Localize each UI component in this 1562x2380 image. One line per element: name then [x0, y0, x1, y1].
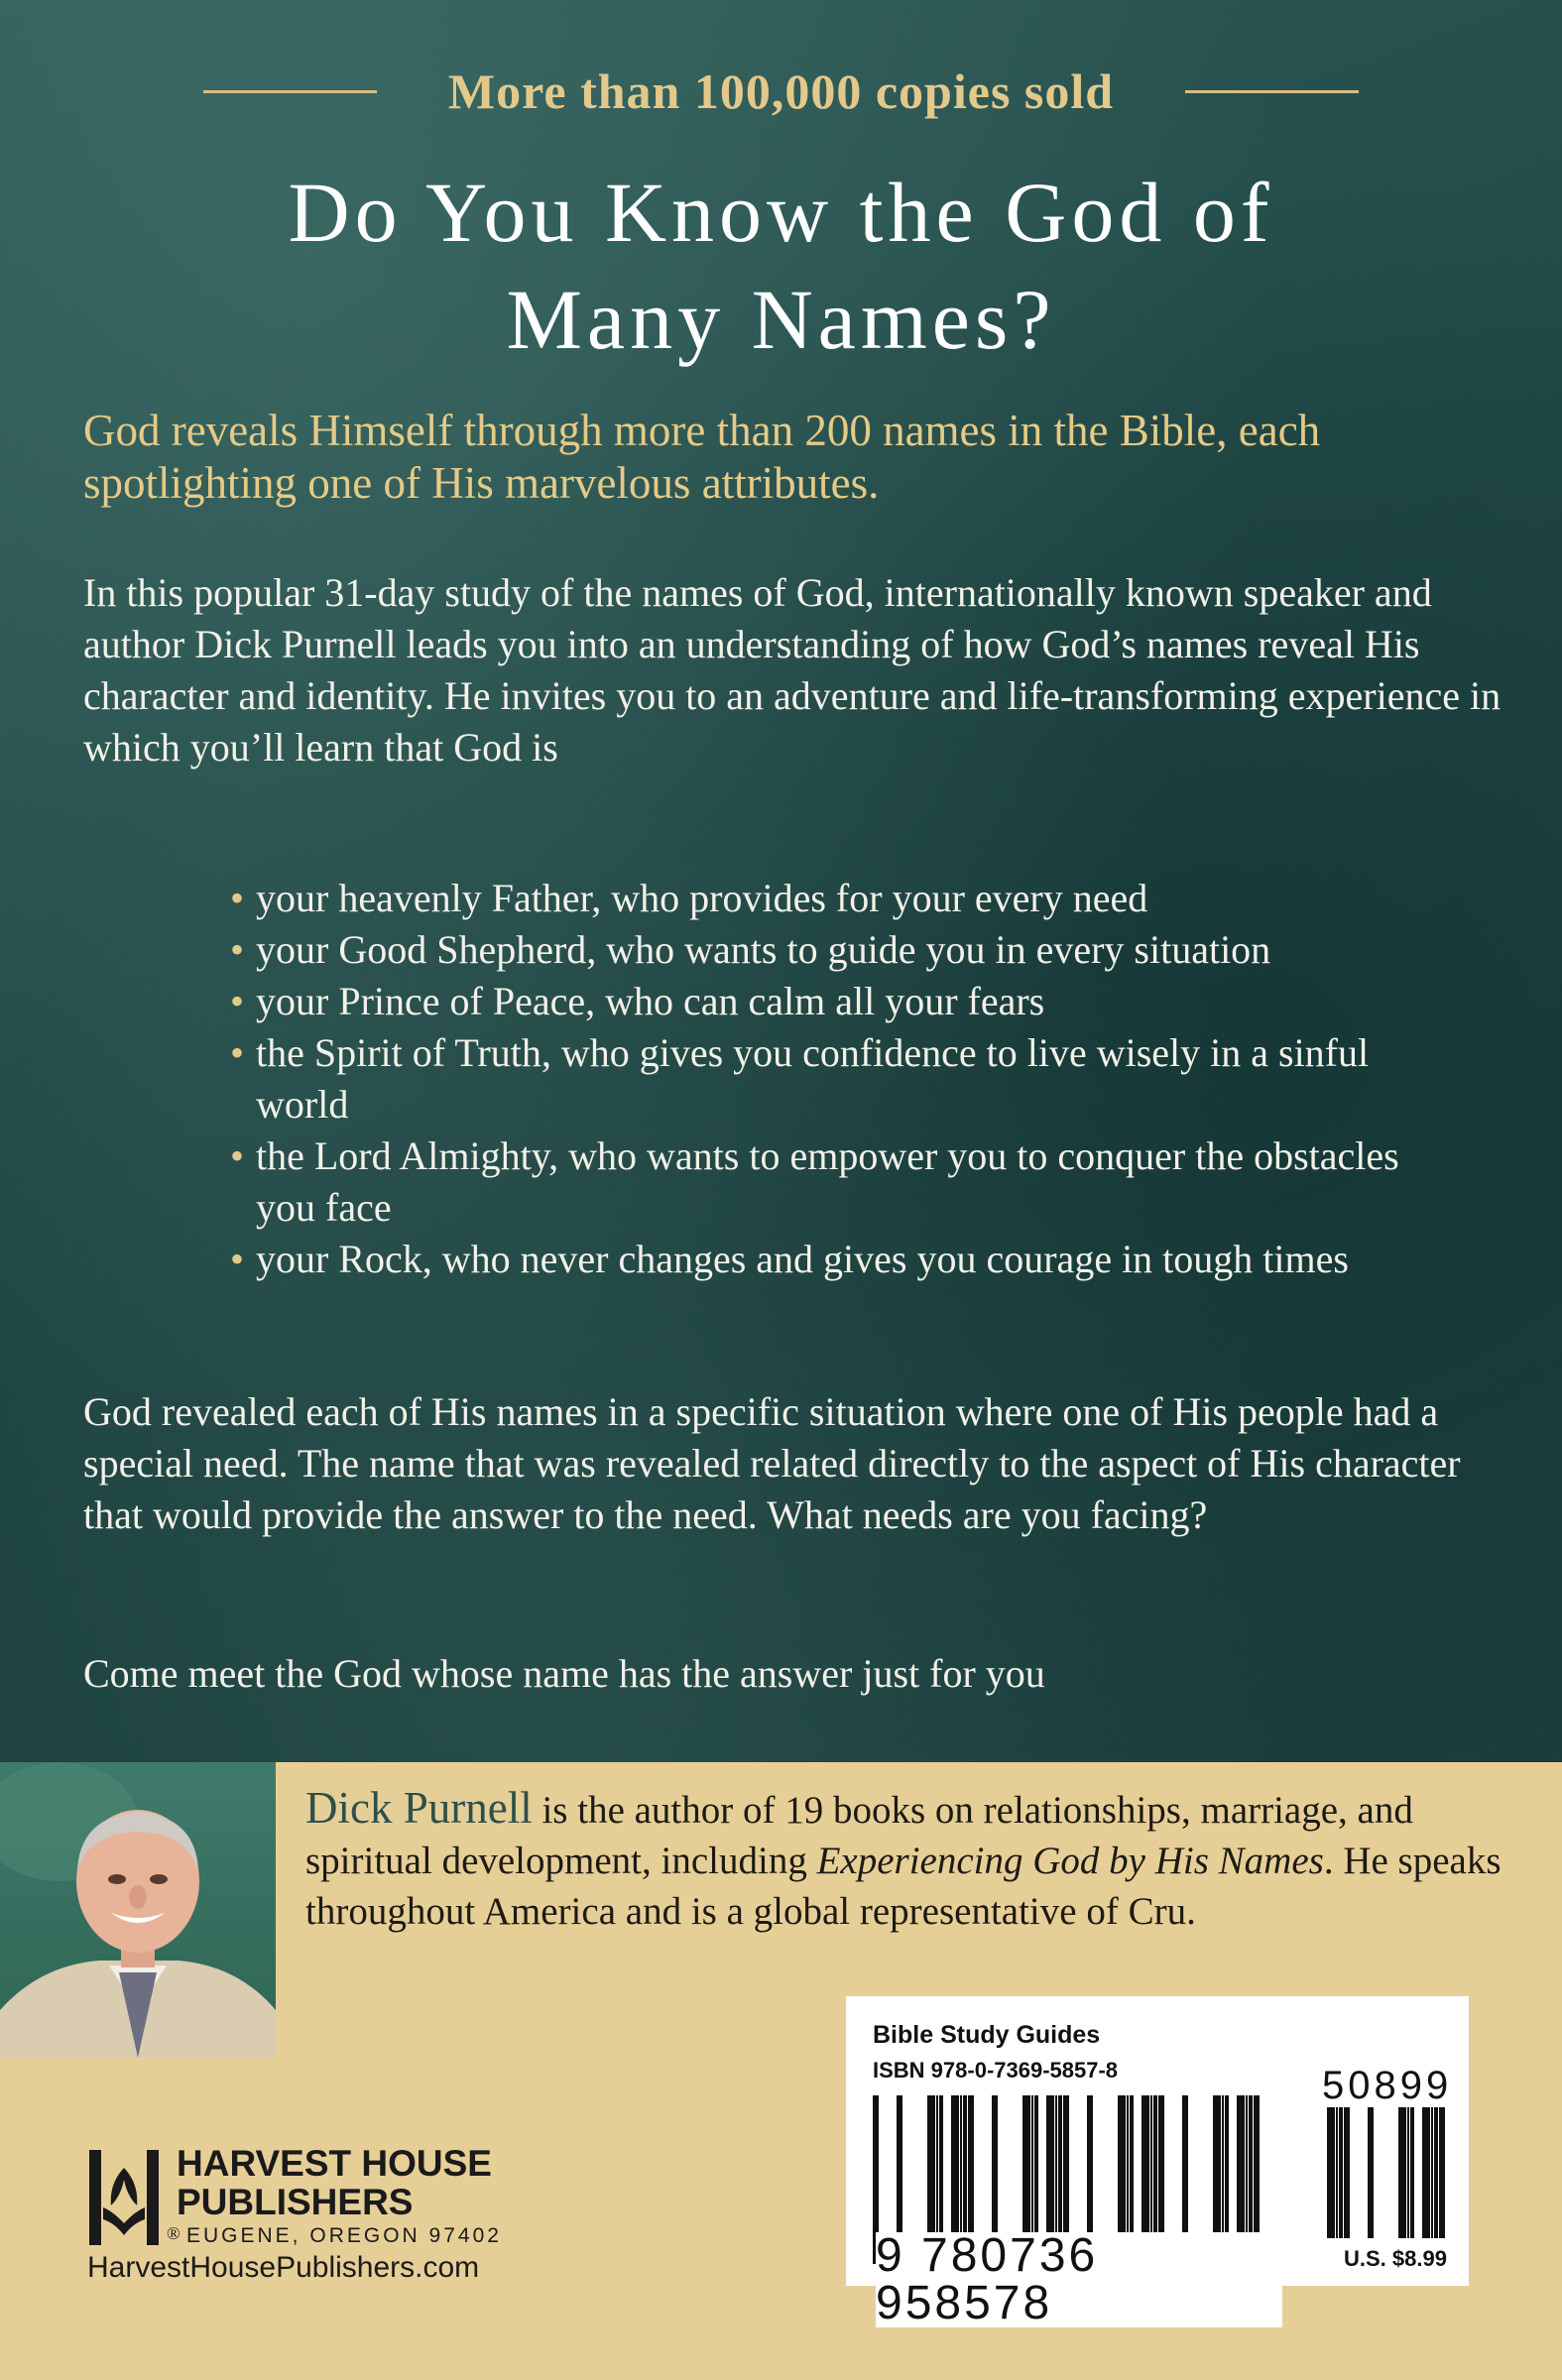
author-bio-text-1: is the author of 19 books on relationships, marriage, and spiritual development, including [305, 1789, 1413, 1882]
registered-mark: ® [167, 2223, 180, 2243]
author-photo [0, 1762, 276, 2058]
publisher-block [87, 2144, 524, 2293]
book-title: Experiencing God by His Names [816, 1840, 1324, 1882]
tagline: More than 100,000 copies sold [447, 63, 1115, 119]
description-paragraph-3: Come meet the God whose name has the answer just for you [83, 1651, 1045, 1696]
list-item [230, 924, 1460, 976]
bullet-icon: • [230, 979, 245, 1023]
tagline-rule-left [203, 90, 377, 93]
barcode-box [846, 1996, 1469, 2329]
publisher-name-line-1: HARVEST HOUSE [177, 2143, 492, 2184]
intro-text: God reveals Himself through more than 200 names in the Bible, each spotlighting one of His marvelous attributes. [83, 406, 1321, 508]
list-item [230, 1130, 1460, 1234]
tagline-row [203, 61, 1359, 121]
bullet-icon: • [230, 927, 245, 972]
list-item-text: the Spirit of Truth, who gives you confidence to live wisely in a sinful world [256, 1030, 1370, 1127]
price-label: U.S. $8.99 [1344, 2246, 1447, 2271]
list-item [230, 1027, 1460, 1130]
headline-line-1: Do You Know the God of [288, 165, 1274, 260]
tagline-rule-right [1185, 90, 1359, 93]
publisher-city: EUGENE, OREGON 97402 [186, 2224, 502, 2247]
description-paragraph-2: God revealed each of His names in a specific situation where one of His people had a special need. The name that was revealed related directly to the aspect of His character that would provide the answer to the need. What needs are you facing? [83, 1389, 1461, 1537]
bullet-icon: • [230, 1133, 245, 1178]
list-item [230, 976, 1460, 1027]
barcode-addon-digits: 50899 [1322, 2064, 1453, 2107]
attributes-list [230, 873, 1460, 1285]
author-bio-text-2: . He speaks throughout America and is a global representative of Cru. [305, 1840, 1502, 1933]
barcode-category: Bible Study Guides [873, 2021, 1101, 2049]
publisher-website: HarvestHousePublishers.com [87, 2251, 480, 2284]
headline [99, 159, 1463, 373]
bullet-icon: • [230, 876, 245, 920]
author-portrait-icon [0, 1762, 276, 2058]
list-item [230, 873, 1460, 924]
headline-line-2: Many Names? [506, 272, 1056, 367]
list-item-text: your Good Shepherd, who wants to guide you in every situation [256, 927, 1271, 972]
list-item-text: your Rock, who never changes and gives you courage in tough times [256, 1237, 1349, 1281]
list-item-text: your Prince of Peace, who can calm all your fears [256, 979, 1045, 1023]
list-item-text: the Lord Almighty, who wants to empower you to conquer the obstacles you face [256, 1133, 1399, 1230]
publisher-name [177, 2144, 534, 2221]
author-name: Dick Purnell [305, 1783, 533, 1833]
description-paragraph-1: In this popular 31-day study of the names of God, internationally known speaker and author Dick Purnell leads you into an understanding of how God’s names reveal His character and identity. He invites you to an adventure and life-transforming experience in which you’ll learn that God is [83, 570, 1502, 770]
bullet-icon: • [230, 1237, 245, 1281]
isbn-label: ISBN 978-0-7369-5857-8 [873, 2058, 1119, 2082]
publisher-name-line-2: PUBLISHERS [177, 2182, 414, 2222]
publisher-logo-icon [87, 2150, 167, 2245]
list-item [230, 1234, 1460, 1285]
author-bio [305, 1783, 1505, 1937]
price-barcode-icon [1320, 2107, 1449, 2238]
list-item-text: your heavenly Father, who provides for your every need [256, 876, 1148, 920]
bullet-icon: • [230, 1030, 245, 1075]
barcode-digits: 9 780736 958578 [876, 2232, 1282, 2327]
